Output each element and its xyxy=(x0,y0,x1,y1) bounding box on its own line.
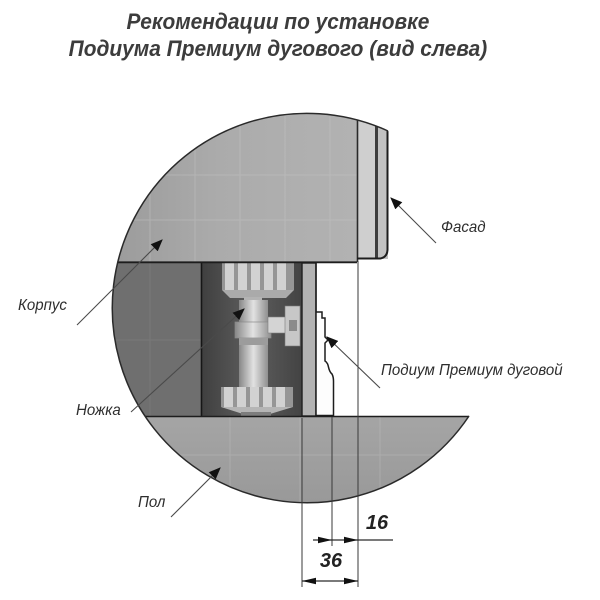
label-podium: Подиум Премиум дуговой xyxy=(381,362,563,379)
dimension-16-value: 16 xyxy=(365,512,389,534)
dimension-36-value: 36 xyxy=(319,550,343,572)
dimension-36-lines xyxy=(302,578,358,584)
pol-leader-arrow xyxy=(171,468,220,517)
page-title xyxy=(14,8,542,62)
page-title-line1: Рекомендации по установке xyxy=(126,9,430,34)
facade-shape xyxy=(357,108,388,262)
label-korpus: Корпус xyxy=(18,297,67,314)
label-nozhka: Ножка xyxy=(76,402,121,419)
page-title-line2: Подиума Премиум дугового (вид слева) xyxy=(68,36,488,61)
podium-board-shape xyxy=(302,263,316,416)
label-pol: Пол xyxy=(138,494,166,511)
dimension-16-lines xyxy=(313,537,393,543)
podium-leader-arrow xyxy=(327,337,380,388)
podium-molding-profile-shape xyxy=(316,263,334,416)
label-fasad: Фасад xyxy=(441,219,486,236)
fasad-leader-arrow xyxy=(391,198,436,243)
